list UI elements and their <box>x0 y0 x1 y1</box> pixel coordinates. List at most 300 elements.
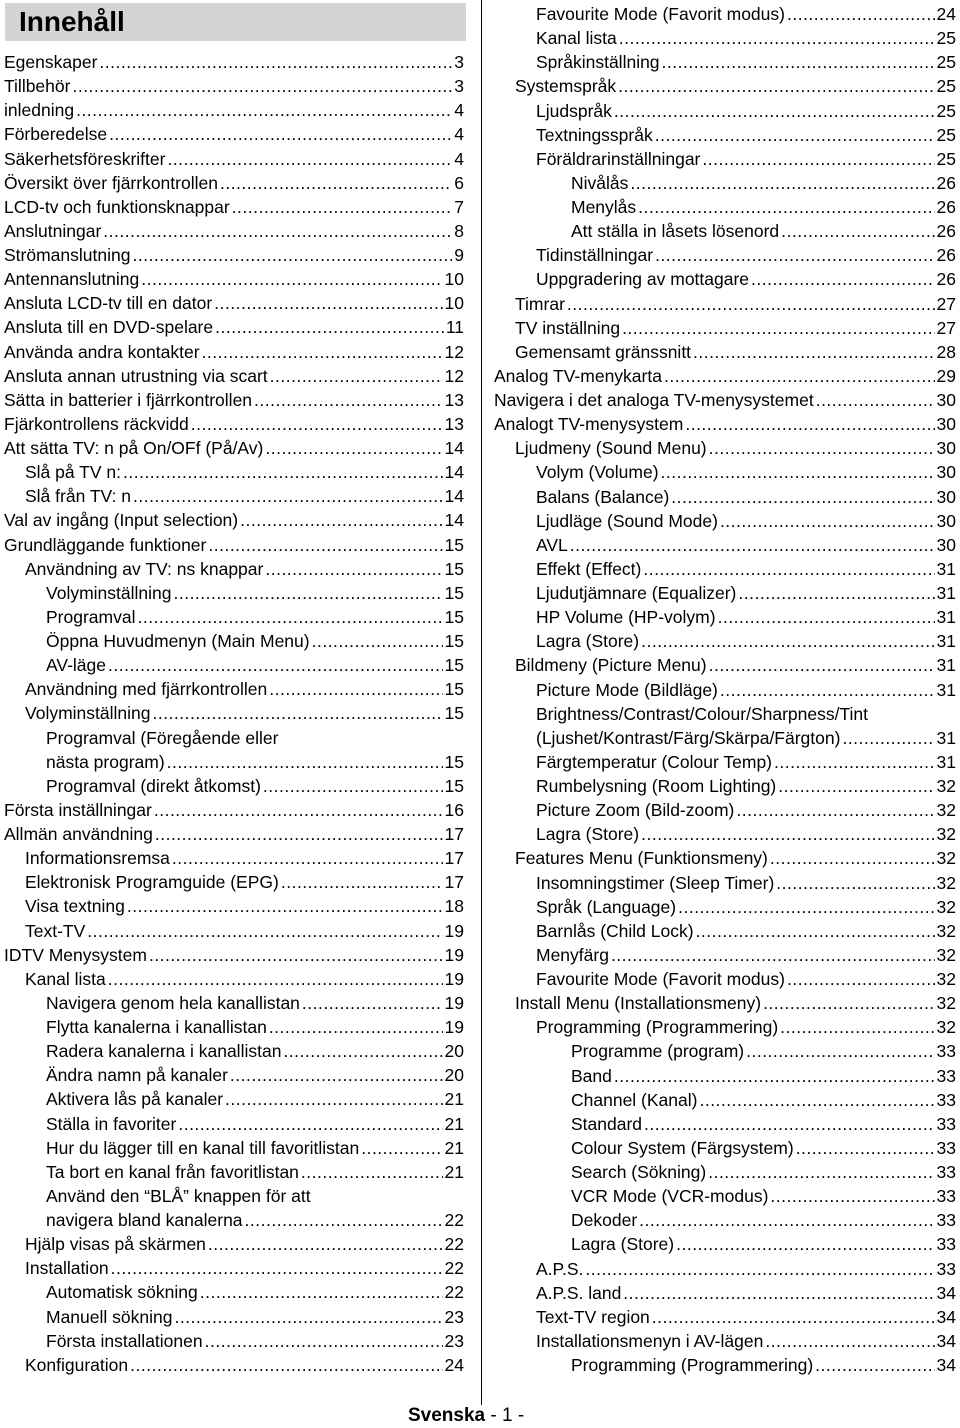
toc-entry-label: IDTV Menysystem <box>4 944 147 965</box>
toc-entry-label: Egenskaper <box>4 52 98 72</box>
toc-entry-label: Ljudläge (Sound Mode) <box>536 510 718 531</box>
dot-leader <box>644 1112 935 1136</box>
toc-entry-label: TV inställning <box>515 317 621 338</box>
dot-leader <box>132 243 452 267</box>
toc-entry <box>494 871 956 895</box>
toc-entry-label: Första installationen <box>46 1330 203 1351</box>
toc-entry <box>4 605 464 629</box>
dot-leader <box>787 2 935 26</box>
dot-leader <box>709 653 935 677</box>
dot-leader <box>205 1329 443 1353</box>
dot-leader <box>770 846 935 870</box>
dot-leader <box>232 195 453 219</box>
dot-leader <box>676 1232 934 1256</box>
dot-leader <box>778 774 934 798</box>
toc-entry-label: Analogt TV-menysystem <box>494 414 684 435</box>
dot-leader <box>200 1280 443 1304</box>
toc-entry-page: 32 <box>936 800 956 821</box>
toc-entry <box>4 1112 464 1136</box>
toc-entry-label: Grundläggande funktioner <box>4 534 207 555</box>
toc-entry-label: Hjälp visas på skärmen <box>25 1234 206 1255</box>
toc-entry-label: Öppna Huvudmenyn (Main Menu) <box>46 631 310 651</box>
dot-leader <box>361 1136 442 1160</box>
toc-entry-page: 30 <box>936 486 956 507</box>
toc-entry-label: Search (Sökning) <box>571 1162 707 1182</box>
toc-entry <box>494 99 956 123</box>
toc-entry <box>4 894 464 918</box>
dot-leader <box>108 967 443 991</box>
dot-leader <box>152 701 442 725</box>
toc-entry <box>494 774 956 798</box>
dot-leader <box>301 1160 443 1184</box>
dot-leader <box>99 50 452 74</box>
toc-entry <box>4 436 464 460</box>
toc-entry-page: 31 <box>936 679 956 700</box>
dot-leader <box>281 870 443 894</box>
dot-leader <box>173 581 442 605</box>
toc-entry-page: 33 <box>936 1162 956 1182</box>
toc-entry-page: 4 <box>454 124 464 145</box>
toc-entry <box>494 557 956 581</box>
dot-leader <box>639 1208 934 1232</box>
toc-entry <box>494 967 956 991</box>
toc-entry <box>494 1136 956 1160</box>
toc-entry <box>4 1160 464 1184</box>
dot-leader <box>208 533 442 557</box>
toc-entry-page: 33 <box>936 1041 956 1062</box>
toc-entry <box>494 485 956 509</box>
toc-entry <box>494 1353 956 1377</box>
toc-entry <box>494 533 956 557</box>
toc-entry <box>494 1305 956 1329</box>
toc-entry <box>4 291 464 315</box>
toc-entry-label: Använda andra kontakter <box>4 341 200 362</box>
toc-entry <box>4 1063 464 1087</box>
toc-entry-page: 15 <box>444 655 464 676</box>
toc-entry <box>4 1305 464 1329</box>
dot-leader <box>225 1087 442 1111</box>
dot-leader <box>270 364 443 388</box>
toc-entry-page: 15 <box>444 679 464 700</box>
toc-entry <box>494 195 956 219</box>
toc-entry <box>494 1232 956 1256</box>
toc-entry-page: 20 <box>444 1041 464 1062</box>
dot-leader <box>720 678 935 702</box>
toc-entry <box>494 1184 956 1208</box>
toc-entry <box>494 653 956 677</box>
toc-entry-page: 34 <box>936 1282 956 1303</box>
toc-left-column <box>4 50 464 1377</box>
toc-entry-label: Favourite Mode (Favorit modus) <box>536 969 785 989</box>
page-title: Innehåll <box>5 3 466 41</box>
dot-leader <box>585 1257 934 1281</box>
dot-leader <box>167 147 452 171</box>
toc-entry <box>494 509 956 533</box>
toc-entry-label: Favourite Mode (Favorit modus) <box>536 4 785 24</box>
dot-leader <box>738 581 934 605</box>
toc-entry <box>4 774 464 798</box>
toc-entry-label: Ställa in favoriter <box>46 1113 177 1134</box>
toc-entry <box>494 364 956 388</box>
toc-entry-page: 4 <box>454 148 464 169</box>
toc-entry-label: LCD-tv och funktionsknappar <box>4 196 230 217</box>
toc-entry-label: Volyminställning <box>46 582 172 603</box>
toc-entry-label: HP Volume (HP-volym) <box>536 607 716 628</box>
toc-entry-page: 15 <box>444 534 464 555</box>
toc-entry-page: 32 <box>936 1017 956 1038</box>
dot-leader <box>765 1329 934 1353</box>
dot-leader <box>154 798 443 822</box>
toc-entry-label: Språkinställning <box>536 52 660 73</box>
toc-entry-page: 33 <box>936 1234 956 1255</box>
toc-entry-label: Ljudutjämnare (Equalizer) <box>536 583 737 603</box>
dot-leader <box>614 99 935 123</box>
toc-entry-page: 21 <box>444 1089 464 1110</box>
toc-entry-page: 32 <box>936 872 956 893</box>
dot-leader <box>208 1232 443 1256</box>
toc-entry <box>494 74 956 98</box>
toc-entry-label: Antennanslutning <box>4 269 140 290</box>
page-footer <box>408 1404 524 1428</box>
toc-entry-label: VCR Mode (VCR-modus) <box>571 1186 769 1207</box>
toc-entry-label: Programme (program) <box>571 1041 745 1062</box>
toc-entry-page: 29 <box>936 365 956 386</box>
toc-entry <box>494 1281 956 1305</box>
dot-leader <box>696 919 935 943</box>
dot-leader <box>254 388 442 412</box>
toc-entry <box>494 1329 956 1353</box>
toc-entry-label: Menyfärg <box>536 944 609 965</box>
toc-entry-label: AV-läge <box>46 655 106 676</box>
toc-entry-label: Automatisk sökning <box>46 1282 198 1303</box>
toc-entry-page: 30 <box>936 390 956 410</box>
toc-entry <box>4 412 464 436</box>
toc-entry-page: 26 <box>936 197 956 217</box>
dot-leader <box>780 1015 934 1039</box>
toc-entry <box>4 340 464 364</box>
toc-entry-page: 15 <box>444 703 464 724</box>
toc-entry <box>4 726 464 750</box>
toc-entry-label: Färgtemperatur (Colour Temp) <box>536 751 773 772</box>
toc-entry <box>494 460 956 484</box>
toc-entry-label: Timrar <box>515 293 565 314</box>
toc-entry <box>494 50 956 74</box>
toc-entry-label: Text-TV <box>25 920 86 941</box>
dot-leader <box>76 98 452 122</box>
toc-entry <box>494 726 956 750</box>
toc-entry-label: Radera kanalerna i kanallistan <box>46 1041 282 1062</box>
dot-leader <box>570 533 935 557</box>
toc-entry <box>494 991 956 1015</box>
toc-entry-label: Programming (Programmering) <box>571 1355 814 1375</box>
toc-entry-page: 25 <box>936 100 956 121</box>
dot-leader <box>746 1039 934 1063</box>
toc-entry-page: 9 <box>454 245 464 265</box>
toc-entry-label: Effekt (Effect) <box>536 558 642 579</box>
toc-entry <box>494 605 956 629</box>
toc-entry <box>4 219 464 243</box>
dot-leader <box>720 509 935 533</box>
toc-entry <box>4 629 464 653</box>
toc-entry-label: Kanal lista <box>25 968 106 989</box>
toc-entry <box>4 967 464 991</box>
dot-leader <box>111 1256 443 1280</box>
toc-entry <box>494 2 956 26</box>
toc-entry-page: 14 <box>444 486 464 507</box>
toc-entry <box>494 1088 956 1112</box>
toc-entry <box>494 895 956 919</box>
toc-entry-label: Programval <box>46 606 136 627</box>
toc-entry-label: Tidinställningar <box>536 245 654 266</box>
toc-entry <box>4 653 464 677</box>
toc-entry-page: 6 <box>454 172 464 193</box>
dot-leader <box>178 1112 442 1136</box>
toc-entry-page: 31 <box>936 655 956 676</box>
toc-entry-page: 12 <box>444 341 464 362</box>
dot-leader <box>215 315 444 339</box>
toc-entry-page: 26 <box>936 269 956 290</box>
toc-entry-page: 31 <box>936 607 956 628</box>
toc-entry-label: Översikt över fjärrkontrollen <box>4 172 218 193</box>
dot-leader <box>167 750 443 774</box>
dot-leader <box>776 871 934 895</box>
dot-leader <box>202 340 443 364</box>
toc-entry <box>494 243 956 267</box>
dot-leader <box>709 436 935 460</box>
toc-entry <box>4 484 464 508</box>
toc-entry-page: 17 <box>444 872 464 893</box>
dot-leader <box>671 485 934 509</box>
dot-leader <box>137 605 442 629</box>
dot-leader <box>265 557 442 581</box>
toc-entry <box>4 701 464 725</box>
toc-entry-page: 32 <box>936 848 956 869</box>
toc-entry-page: 15 <box>444 558 464 579</box>
toc-entry-page: 22 <box>444 1234 464 1255</box>
toc-entry-label: Manuell sökning <box>46 1306 173 1327</box>
toc-entry-label: Lagra (Store) <box>571 1234 675 1255</box>
toc-entry-page: 32 <box>936 920 956 941</box>
toc-entry <box>494 1208 956 1232</box>
dot-leader <box>638 195 934 219</box>
dot-leader <box>265 436 442 460</box>
toc-entry-page: 31 <box>936 583 956 603</box>
toc-entry-page: 28 <box>936 341 956 362</box>
toc-entry-page: 33 <box>936 1210 956 1231</box>
toc-entry <box>4 677 464 701</box>
toc-entry <box>4 315 464 339</box>
dot-leader <box>220 171 452 195</box>
toc-entry <box>494 1064 956 1088</box>
toc-entry-page: 30 <box>936 414 956 435</box>
toc-entry-page: 26 <box>936 245 956 266</box>
toc-entry-label: Navigera genom hela kanallistan <box>46 992 300 1013</box>
toc-entry-page: 34 <box>936 1330 956 1351</box>
toc-entry <box>4 98 464 122</box>
dot-leader <box>763 991 934 1015</box>
toc-entry-label: Gemensamt gränssnitt <box>515 341 692 362</box>
toc-entry-page: 11 <box>445 317 464 338</box>
toc-entry <box>494 267 956 291</box>
toc-entry <box>494 219 956 243</box>
toc-entry-label: Menylås <box>571 197 637 217</box>
dot-leader <box>214 291 442 315</box>
toc-entry-page: 23 <box>444 1330 464 1351</box>
toc-entry-label: Analog TV-menykarta <box>494 365 662 386</box>
toc-entry-label: Dekoder <box>571 1210 638 1231</box>
dot-leader <box>141 267 442 291</box>
toc-entry-label: Volyminställning <box>25 703 151 724</box>
dot-leader <box>263 774 443 798</box>
column-divider <box>481 0 482 1405</box>
toc-entry-page: 14 <box>444 462 464 483</box>
dot-leader <box>842 726 934 750</box>
toc-entry <box>4 1232 464 1256</box>
toc-entry <box>494 1039 956 1063</box>
dot-leader <box>172 846 443 870</box>
toc-entry-page: 21 <box>444 1137 464 1158</box>
toc-entry-label: Konfiguration <box>25 1354 129 1375</box>
toc-entry-page: 33 <box>936 1258 956 1279</box>
toc-entry-label: nästa program) <box>46 751 165 772</box>
toc-entry <box>4 991 464 1015</box>
toc-entry-label: Föräldrarinställningar <box>536 148 701 169</box>
dot-leader <box>662 50 935 74</box>
dot-leader <box>787 967 935 991</box>
toc-entry-page: 33 <box>936 1186 956 1207</box>
toc-entry-page: 30 <box>936 462 956 483</box>
dot-leader <box>72 74 452 98</box>
toc-entry <box>4 798 464 822</box>
toc-entry-label: Ändra namn på kanaler <box>46 1065 228 1086</box>
toc-entry <box>4 74 464 98</box>
dot-leader <box>641 822 934 846</box>
toc-entry-page: 30 <box>936 438 956 459</box>
toc-entry-label: Anslutningar <box>4 220 102 241</box>
dot-leader <box>174 1305 442 1329</box>
toc-entry-label: Allmän användning <box>4 824 153 844</box>
toc-entry-label: Informationsremsa <box>25 848 170 869</box>
toc-entry-page: 19 <box>444 992 464 1013</box>
toc-entry-label: Programming (Programmering) <box>536 1017 779 1038</box>
toc-entry <box>494 1015 956 1039</box>
toc-entry-label: Slå från TV: n <box>25 486 132 507</box>
toc-entry-page: 25 <box>936 124 956 145</box>
dot-leader <box>130 1353 442 1377</box>
toc-entry-page: 24 <box>936 4 956 24</box>
toc-entry-label: Säkerhetsföreskrifter <box>4 148 166 169</box>
toc-entry <box>4 533 464 557</box>
toc-entry-label: Installationsmenyn i AV-lägen <box>536 1330 764 1351</box>
dot-leader <box>109 122 452 146</box>
toc-entry-page: 32 <box>936 824 956 845</box>
toc-entry <box>494 147 956 171</box>
dot-leader <box>103 219 452 243</box>
toc-entry-page: 30 <box>936 534 956 555</box>
dot-leader <box>240 508 442 532</box>
dot-leader <box>245 1208 443 1232</box>
dot-leader <box>718 605 935 629</box>
dot-leader <box>623 1281 934 1305</box>
toc-entry-label: A.P.S. <box>536 1258 584 1279</box>
toc-entry-page: 12 <box>444 365 464 386</box>
toc-entry <box>4 750 464 774</box>
toc-entry-label: Picture Zoom (Bild-zoom) <box>536 800 735 821</box>
toc-entry-page: 31 <box>936 631 956 652</box>
toc-entry-label: Ljudmeny (Sound Menu) <box>515 438 707 459</box>
toc-entry <box>494 292 956 316</box>
toc-entry-page: 15 <box>444 582 464 603</box>
toc-entry-label: Install Menu (Installationsmeny) <box>515 993 762 1014</box>
toc-entry-page: 34 <box>936 1306 956 1327</box>
toc-entry-page: 25 <box>936 28 956 49</box>
dot-leader <box>702 147 934 171</box>
dot-leader <box>774 750 935 774</box>
toc-entry-label: Användning av TV: ns knappar <box>25 558 264 579</box>
toc-entry <box>494 822 956 846</box>
toc-entry <box>4 171 464 195</box>
toc-entry-page: 10 <box>444 293 464 314</box>
toc-entry-label: (Ljushet/Kontrast/Färg/Skärpa/Färgton) <box>536 727 841 748</box>
toc-entry-page: 32 <box>936 896 956 917</box>
toc-entry <box>494 943 956 967</box>
dot-leader <box>283 1039 442 1063</box>
toc-entry-page: 27 <box>936 317 956 338</box>
toc-entry-page: 3 <box>454 76 464 97</box>
toc-entry <box>4 50 464 74</box>
dot-leader <box>781 219 934 243</box>
toc-entry-page: 14 <box>444 438 464 458</box>
toc-entry-page: 22 <box>444 1258 464 1279</box>
toc-entry-label: Elektronisk Programguide (EPG) <box>25 872 279 893</box>
toc-entry-page: 7 <box>454 196 464 217</box>
toc-entry-page: 22 <box>444 1282 464 1303</box>
toc-entry-page: 33 <box>936 1089 956 1110</box>
dot-leader <box>796 1136 935 1160</box>
toc-entry-label: Visa textning <box>25 896 125 917</box>
toc-entry <box>4 1353 464 1377</box>
footer-page-number: - 1 - <box>490 1405 525 1426</box>
toc-entry-page: 19 <box>444 968 464 989</box>
toc-entry-page: 26 <box>936 172 956 193</box>
toc-entry-label: Insomningstimer (Sleep Timer) <box>536 872 775 893</box>
toc-entry <box>4 508 464 532</box>
dot-leader <box>191 412 443 436</box>
toc-entry-label: Bildmeny (Picture Menu) <box>515 655 707 676</box>
dot-leader <box>678 895 934 919</box>
dot-leader <box>664 364 935 388</box>
footer-language: Svenska <box>408 1405 486 1426</box>
dot-leader <box>622 316 934 340</box>
toc-entry <box>494 26 956 50</box>
toc-entry <box>494 1112 956 1136</box>
toc-entry-label: Uppgradering av mottagare <box>536 269 750 290</box>
toc-entry-page: 32 <box>936 944 956 965</box>
toc-entry-label: inledning <box>4 100 75 121</box>
toc-entry <box>4 846 464 870</box>
toc-entry-label: Att ställa in låsets lösenord <box>571 221 780 242</box>
dot-leader <box>708 1160 934 1184</box>
toc-entry-label: Balans (Balance) <box>536 486 670 507</box>
toc-entry-page: 33 <box>936 1113 956 1134</box>
toc-entry <box>4 1087 464 1111</box>
toc-entry-page: 21 <box>444 1113 464 1134</box>
toc-entry-label: Lagra (Store) <box>536 631 640 652</box>
toc-entry-page: 30 <box>936 510 956 531</box>
toc-entry <box>4 822 464 846</box>
toc-entry-label: Ansluta annan utrustning via scart <box>4 365 268 386</box>
toc-entry <box>4 147 464 171</box>
